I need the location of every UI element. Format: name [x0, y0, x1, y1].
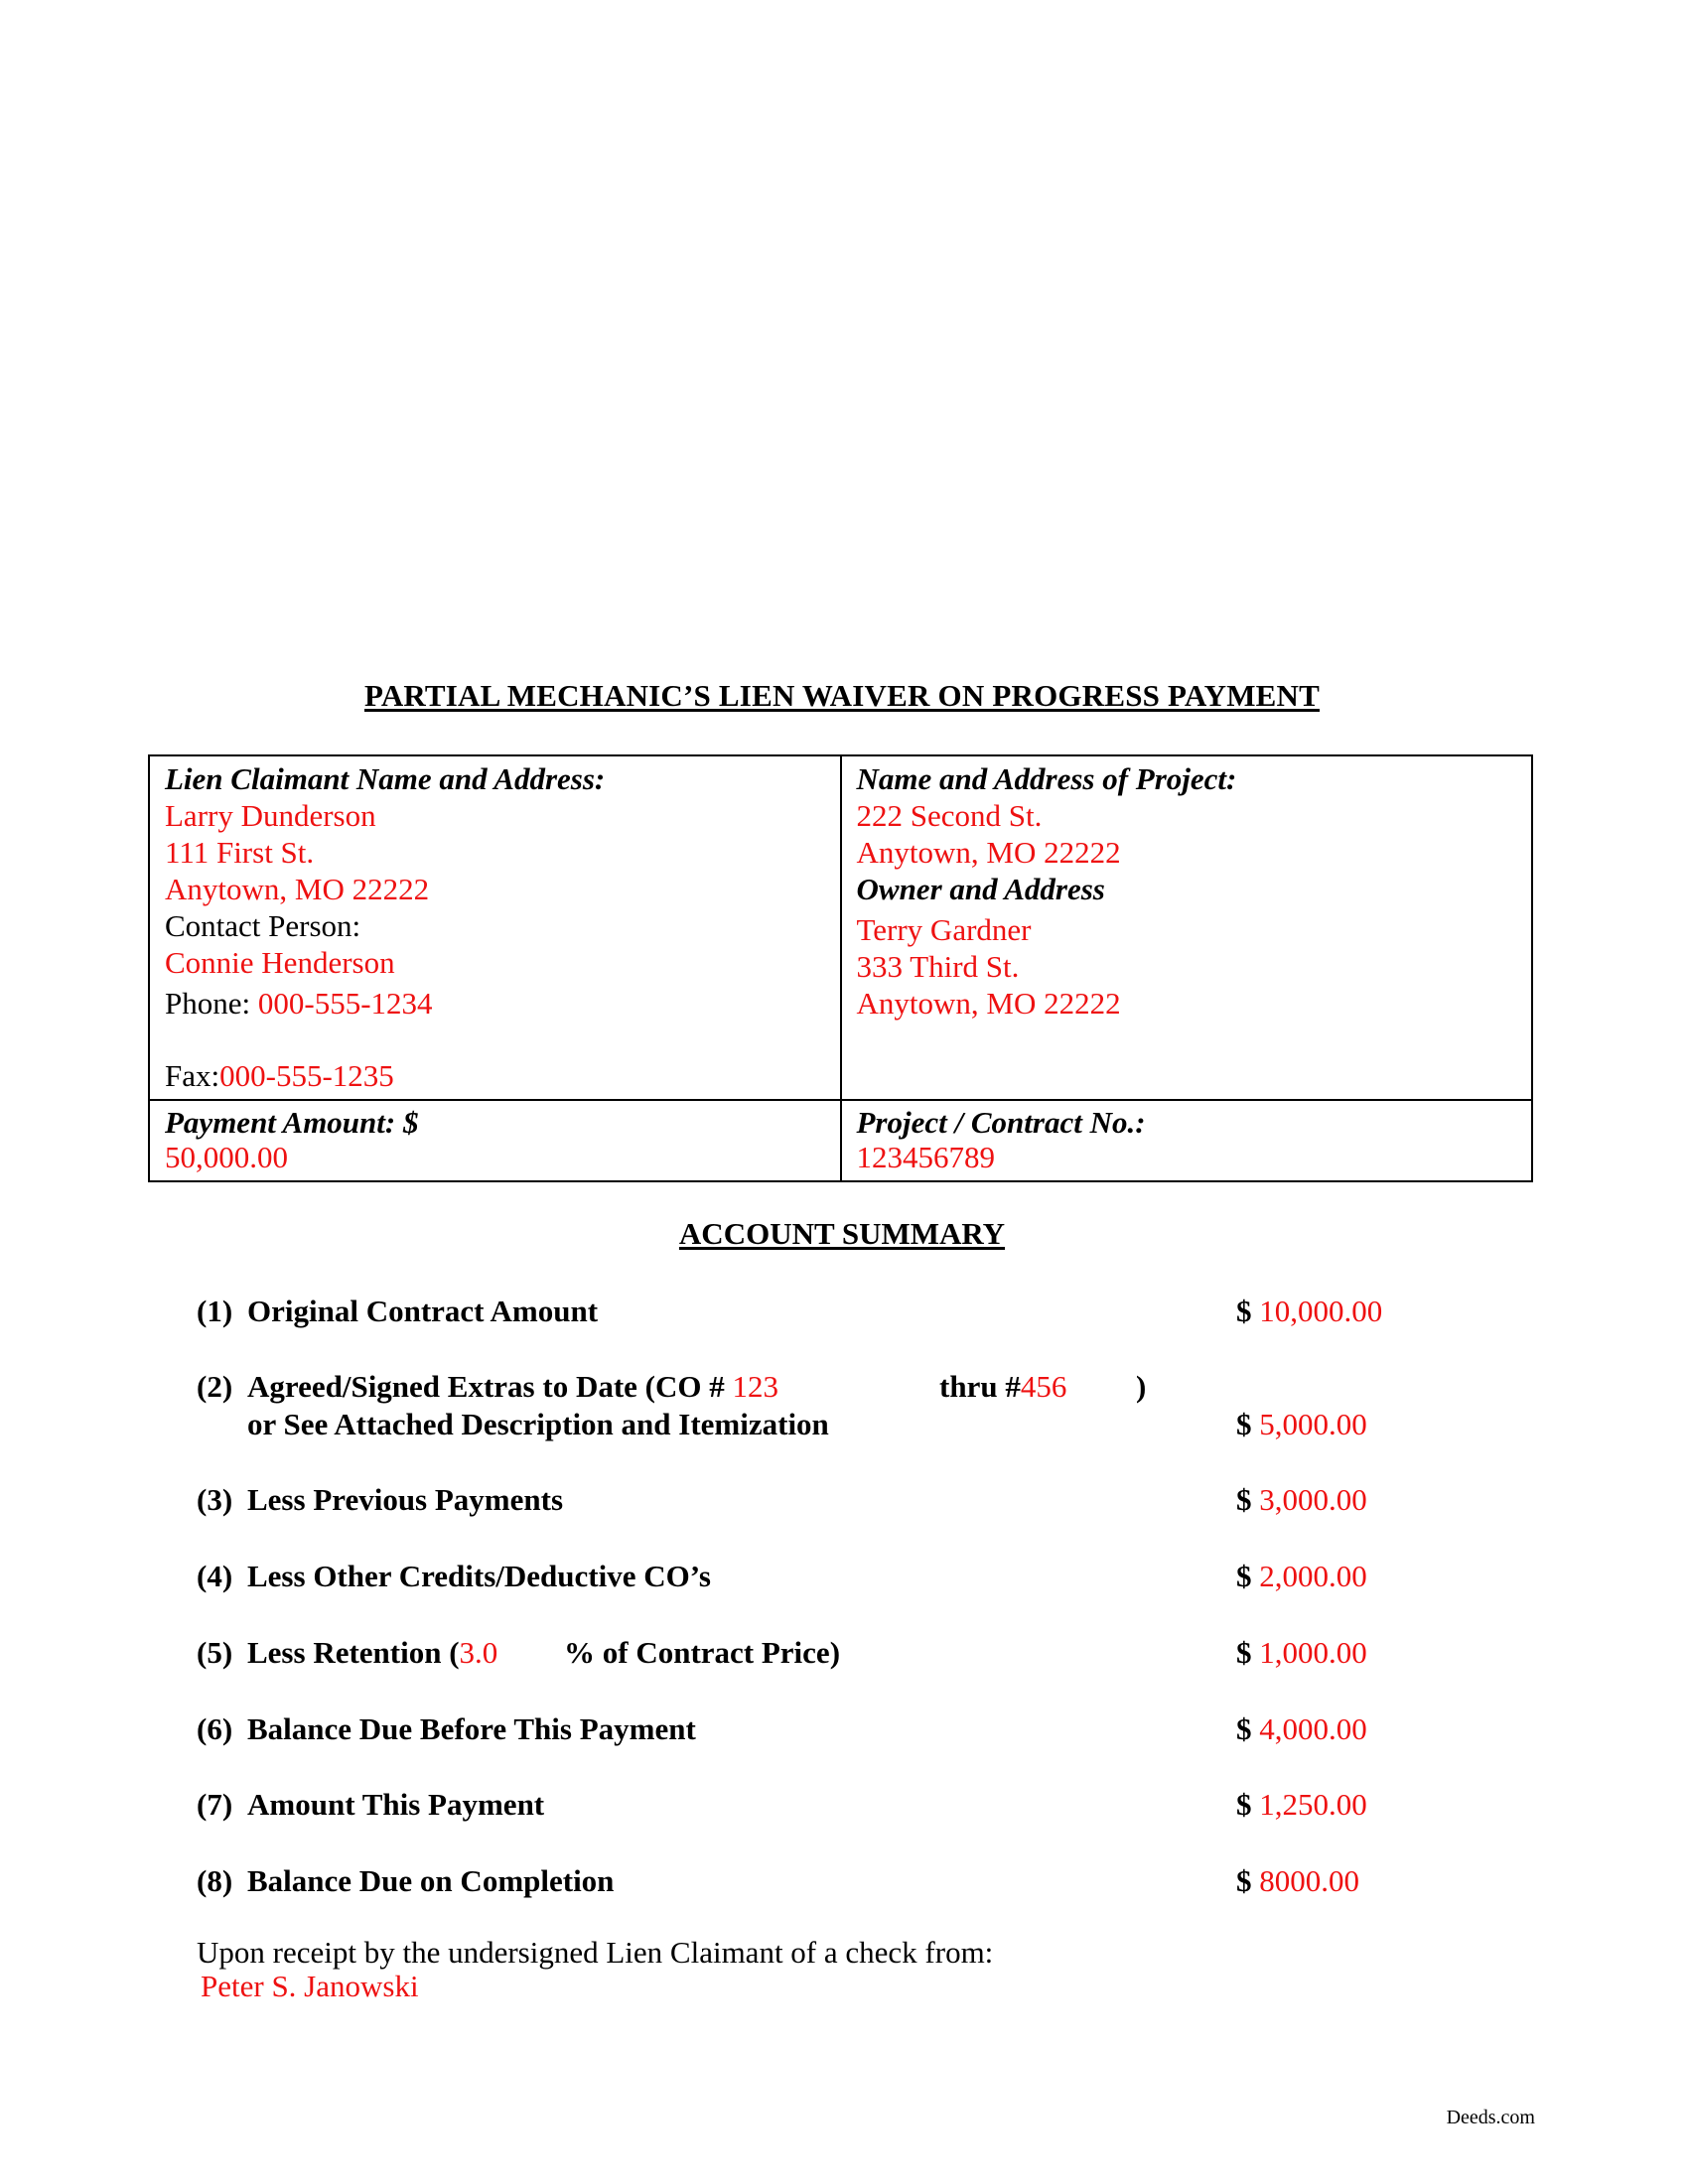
- payment-amount-label: Payment Amount: $: [165, 1105, 419, 1140]
- project-heading: Name and Address of Project:: [856, 761, 1237, 796]
- summary-row-amount: [1236, 1787, 1367, 1823]
- summary-row-label: Less Previous Payments: [247, 1482, 564, 1517]
- currency-symbol: $: [1236, 1787, 1252, 1822]
- thru-label: thru #: [939, 1369, 1021, 1404]
- summary-row-number: (7): [197, 1787, 233, 1822]
- owner-heading: Owner and Address: [856, 872, 1105, 906]
- summary-row-number: (4): [197, 1559, 233, 1593]
- currency-symbol: $: [1236, 1294, 1252, 1328]
- currency-symbol: $: [1236, 1635, 1252, 1670]
- amount-value: 1,250.00: [1259, 1787, 1367, 1822]
- claimant-heading: Lien Claimant Name and Address:: [165, 761, 606, 796]
- currency-symbol: $: [1236, 1559, 1252, 1593]
- owner-street: 333 Third St.: [856, 949, 1020, 984]
- amount-value: 4,000.00: [1259, 1711, 1367, 1746]
- receipt-text: Upon receipt by the undersigned Lien Claimant of a check from:: [197, 1935, 994, 1970]
- summary-row-number: (6): [197, 1711, 233, 1746]
- amount-value: 8000.00: [1259, 1863, 1359, 1898]
- amount-value: 1,000.00: [1259, 1635, 1367, 1670]
- amount-value: 5,000.00: [1259, 1407, 1367, 1441]
- contact-person-name: Connie Henderson: [165, 945, 395, 980]
- payment-amount-cell: [149, 1100, 841, 1181]
- fax-value: 000-555-1235: [219, 1058, 394, 1093]
- summary-row-label: Agreed/Signed Extras to Date (CO #: [247, 1369, 725, 1404]
- summary-row-1: [197, 1294, 1438, 1329]
- contact-person-label: Contact Person:: [165, 908, 361, 943]
- project-city: Anytown, MO 22222: [856, 835, 1121, 870]
- summary-row-label: Balance Due Before This Payment: [247, 1711, 696, 1746]
- receipt-clause: [197, 1936, 993, 2003]
- phone-line: [165, 985, 825, 1022]
- document-title: PARTIAL MECHANIC’S LIEN WAIVER ON PROGRESS PAYMENT: [363, 678, 1320, 713]
- blank-line: [165, 1022, 825, 1059]
- phone-label: Phone:: [165, 986, 251, 1021]
- summary-row-2: [197, 1369, 1438, 1441]
- currency-symbol: $: [1236, 1482, 1252, 1517]
- summary-row-number: (5): [197, 1635, 233, 1670]
- summary-row-3: [197, 1482, 1438, 1518]
- retention-label-suffix: % of Contract Price): [564, 1635, 841, 1670]
- amount-value: 10,000.00: [1259, 1294, 1383, 1328]
- project-street: 222 Second St.: [856, 798, 1043, 833]
- owner-name: Terry Gardner: [856, 912, 1032, 947]
- co-from-value: 123: [732, 1369, 778, 1404]
- waiver-info-table: [148, 754, 1533, 1182]
- phone-value: 000-555-1234: [257, 986, 433, 1021]
- amount-value: 3,000.00: [1259, 1482, 1367, 1517]
- summary-row-amount: [1236, 1863, 1359, 1899]
- co-thru-group: [939, 1369, 1066, 1405]
- summary-row-number: (8): [197, 1863, 233, 1898]
- summary-row-number: (2): [197, 1369, 233, 1404]
- summary-row-amount: [1236, 1294, 1382, 1329]
- summary-row-label: Balance Due on Completion: [247, 1863, 615, 1898]
- payer-name: Peter S. Janowski: [201, 1969, 419, 2003]
- claimant-name: Larry Dunderson: [165, 798, 376, 833]
- fax-label: Fax:: [165, 1058, 220, 1093]
- summary-row-label: Amount This Payment: [247, 1787, 545, 1822]
- summary-row-label: Less Other Credits/Deductive CO’s: [247, 1559, 711, 1593]
- claimant-street: 111 First St.: [165, 835, 315, 870]
- summary-row-number: (3): [197, 1482, 233, 1517]
- currency-symbol: $: [1236, 1407, 1252, 1441]
- summary-row-amount: [1236, 1407, 1367, 1442]
- summary-row-8: [197, 1863, 1438, 1899]
- owner-city: Anytown, MO 22222: [856, 986, 1121, 1021]
- summary-row-label-line2: or See Attached Description and Itemization: [247, 1407, 829, 1441]
- contract-number-value: 123456789: [856, 1140, 995, 1174]
- amount-value: 2,000.00: [1259, 1559, 1367, 1593]
- summary-row-amount: [1236, 1482, 1367, 1518]
- account-summary-heading: ACCOUNT SUMMARY: [678, 1216, 1006, 1251]
- summary-row-amount: [1236, 1635, 1367, 1671]
- summary-row-4: [197, 1559, 1438, 1594]
- claimant-city: Anytown, MO 22222: [165, 872, 430, 906]
- project-cell: [841, 755, 1533, 1100]
- currency-symbol: $: [1236, 1863, 1252, 1898]
- contract-number-label: Project / Contract No.:: [856, 1105, 1146, 1140]
- co-to-value: 456: [1020, 1369, 1067, 1404]
- contract-number-cell: [841, 1100, 1533, 1181]
- summary-row-amount: [1236, 1711, 1367, 1747]
- summary-row-number: (1): [197, 1294, 233, 1328]
- fax-line: [165, 1057, 825, 1094]
- summary-row-7: [197, 1787, 1438, 1823]
- summary-row-label: Original Contract Amount: [247, 1294, 599, 1328]
- footer-brand: Deeds.com: [1446, 2107, 1535, 2128]
- summary-row-label: Less Retention (: [247, 1635, 460, 1670]
- summary-row-6: [197, 1711, 1438, 1747]
- summary-row-amount: [1236, 1559, 1367, 1594]
- claimant-cell: [149, 755, 841, 1100]
- summary-row-5: [197, 1635, 1438, 1671]
- retention-percent-value: 3.0: [459, 1635, 498, 1670]
- currency-symbol: $: [1236, 1711, 1252, 1746]
- co-close-paren: ): [1136, 1369, 1147, 1404]
- payment-amount-value: 50,000.00: [165, 1140, 288, 1174]
